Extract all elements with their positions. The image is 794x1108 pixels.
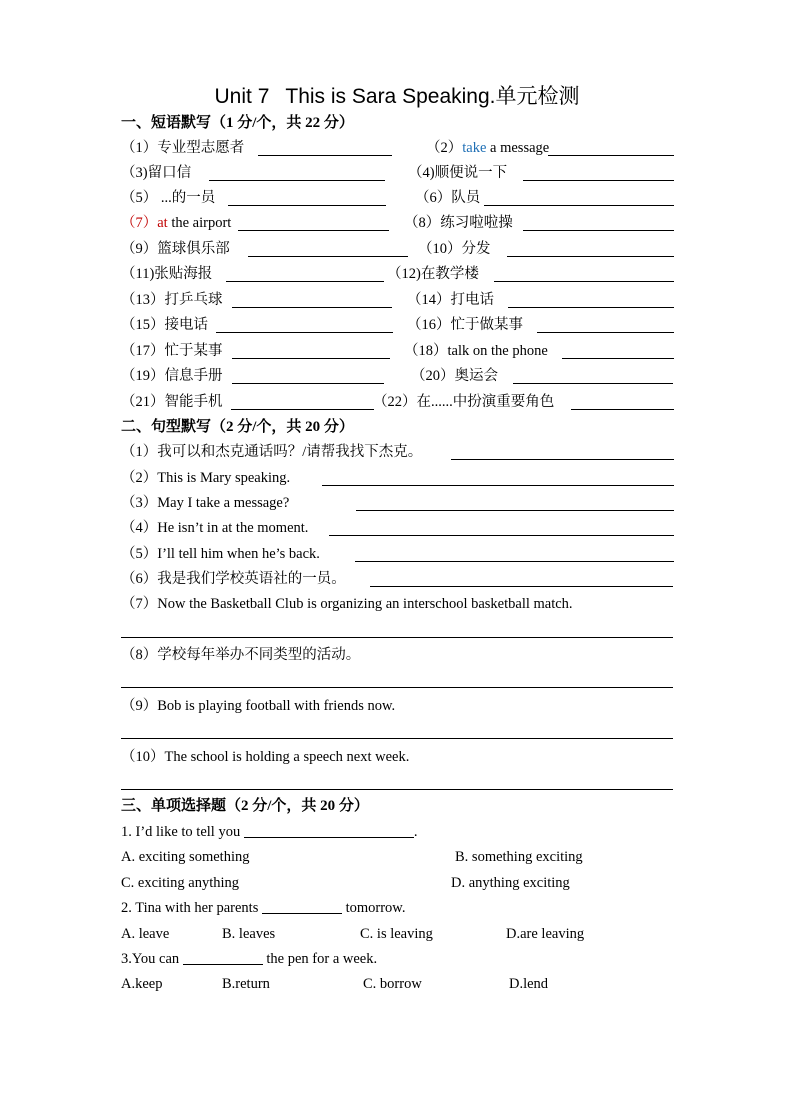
s2-q7: （7）Now the Basketball Club is organizing an interschool basketball match. <box>121 596 573 612</box>
s1-q7-rest: the airport <box>167 215 232 231</box>
s3-q3-option-b[interactable]: B.return <box>222 976 270 992</box>
s2-q6: （6）我是我们学校英语社的一员。 <box>121 571 346 587</box>
s3-q2-option-d[interactable]: D.are leaving <box>506 926 585 942</box>
s2-q9: （9）Bob is playing football with friends now. <box>121 698 396 714</box>
s1-q19: （19）信息手册 <box>121 368 223 384</box>
s1-q1-blank[interactable] <box>258 155 392 156</box>
s3-q2-option-c[interactable]: C. is leaving <box>360 926 433 942</box>
s3-q2-option-b[interactable]: B. leaves <box>222 926 276 942</box>
s3-q2-option-a[interactable]: A. leave <box>121 926 170 942</box>
title-text: This is Sara Speaking.单元检测 <box>285 85 580 108</box>
s3-q3-option-d[interactable]: D.lend <box>509 976 549 992</box>
s1-q18: （18）talk on the phone <box>404 343 548 359</box>
s1-q14-blank[interactable] <box>508 307 674 308</box>
s1-q2-blank[interactable] <box>548 155 674 156</box>
s1-q5-blank[interactable] <box>228 205 386 206</box>
s1-q15-blank[interactable] <box>216 332 393 333</box>
s1-q12-blank[interactable] <box>494 281 674 282</box>
s3-q1-stem-text: 1. I’d like to tell you <box>121 824 244 840</box>
section-1-heading: 一、短语默写（1 分/个，共 22 分） <box>121 115 354 131</box>
s1-q20-blank[interactable] <box>513 383 673 384</box>
section-2-heading: 二、句型默写（2 分/个，共 20 分） <box>121 419 354 435</box>
s3-q3-stem <box>121 950 377 968</box>
s1-q4: （4)顺便说一下 <box>408 165 508 181</box>
s3-q1-stem-end: . <box>413 824 418 840</box>
s2-q2-blank[interactable] <box>322 485 674 486</box>
s1-q13: （13）打乒乓球 <box>121 292 223 308</box>
s3-q3-option-c[interactable]: C. borrow <box>363 976 422 992</box>
s1-q6: （6）队员 <box>415 190 481 206</box>
s2-q8: （8）学校每年举办不同类型的活动。 <box>121 647 361 663</box>
s1-q2 <box>426 139 549 157</box>
s1-q22: （22）在......中扮演重要角色 <box>373 394 555 410</box>
s3-q2-stem-end: tomorrow. <box>341 900 406 916</box>
s1-q6-blank[interactable] <box>484 205 674 206</box>
s3-q2-stem <box>121 899 405 917</box>
s3-q1-stem <box>121 823 417 841</box>
s1-q7-red: （7）at <box>121 215 168 231</box>
s1-q8: （8）练习啦啦操 <box>404 215 513 231</box>
s2-q3-blank[interactable] <box>356 510 674 511</box>
s1-q17-blank[interactable] <box>232 358 390 359</box>
s1-q20: （20）奥运会 <box>411 368 498 384</box>
s1-q9-blank[interactable] <box>248 256 408 257</box>
s1-q2-blue: take <box>462 140 487 156</box>
s2-q2: （2）This is Mary speaking. <box>121 470 291 486</box>
section-3-heading: 三、单项选择题（2 分/个，共 20 分） <box>121 798 369 814</box>
s1-q13-blank[interactable] <box>232 307 392 308</box>
s1-q21: （21）智能手机 <box>121 394 223 410</box>
s1-q7-blank[interactable] <box>238 230 389 231</box>
s2-q5-blank[interactable] <box>355 561 674 562</box>
s1-q16-blank[interactable] <box>537 332 674 333</box>
s3-q3-option-a[interactable]: A.keep <box>121 976 163 992</box>
page-title <box>0 84 794 110</box>
s1-q12: （12)在教学楼 <box>387 266 479 282</box>
s3-q3-stem-end: the pen for a week. <box>262 951 378 967</box>
s1-q8-blank[interactable] <box>523 230 674 231</box>
s1-q2-rest: a message <box>486 140 550 156</box>
s2-q5: （5）I’ll tell him when he’s back. <box>121 546 320 562</box>
s3-q2-stem-text: 2. Tina with her parents <box>121 900 262 916</box>
s1-q19-blank[interactable] <box>232 383 384 384</box>
s1-q21-blank[interactable] <box>231 409 374 410</box>
s1-q4-blank[interactable] <box>523 180 674 181</box>
s2-q3: （3）May I take a message? <box>121 495 290 511</box>
s1-q22-blank[interactable] <box>571 409 674 410</box>
s2-q1: （1）我可以和杰克通话吗？/请帮我找下杰克。 <box>121 444 423 460</box>
title-unit: Unit 7 <box>214 85 270 108</box>
s2-q9-blank[interactable] <box>121 738 673 739</box>
s2-q10-blank[interactable] <box>121 789 673 790</box>
s1-q11: （11)张贴海报 <box>121 266 213 282</box>
s3-q1-option-d[interactable]: D. anything exciting <box>451 875 570 891</box>
s1-q10-blank[interactable] <box>507 256 674 257</box>
s1-q14: （14）打电话 <box>407 292 494 308</box>
s1-q7 <box>121 214 231 232</box>
s1-q17: （17）忙于某事 <box>121 343 223 359</box>
s2-q8-blank[interactable] <box>121 687 673 688</box>
s2-q4-blank[interactable] <box>329 535 674 536</box>
s2-q6-blank[interactable] <box>370 586 673 587</box>
s1-q3: （3)留口信 <box>121 165 192 181</box>
s3-q1-option-b[interactable]: B. something exciting <box>455 849 583 865</box>
s1-q18-blank[interactable] <box>562 358 674 359</box>
s1-q1: （1）专业型志愿者 <box>121 140 245 156</box>
s1-q9: （9）篮球俱乐部 <box>121 241 230 257</box>
s1-q11-blank[interactable] <box>226 281 384 282</box>
s2-q10: （10）The school is holding a speech next week. <box>121 749 410 765</box>
s3-q1-option-c[interactable]: C. exciting anything <box>121 875 239 891</box>
s1-q5: （5） ...的一员 <box>121 190 216 206</box>
s1-q10: （10）分发 <box>418 241 491 257</box>
s2-q7-blank[interactable] <box>121 637 673 638</box>
s3-q1-blank[interactable] <box>244 823 414 838</box>
s2-q4: （4）He isn’t in at the moment. <box>121 520 309 536</box>
s1-q2-num: （2） <box>426 140 463 156</box>
s3-q1-option-a[interactable]: A. exciting something <box>121 849 250 865</box>
s2-q1-blank[interactable] <box>451 459 674 460</box>
s1-q3-blank[interactable] <box>209 180 385 181</box>
s3-q3-blank[interactable] <box>183 950 263 965</box>
s1-q15: （15）接电话 <box>121 317 208 333</box>
s3-q2-blank[interactable] <box>262 899 342 914</box>
s3-q3-stem-text: 3.You can <box>121 951 183 967</box>
s1-q16: （16）忙于做某事 <box>407 317 523 333</box>
